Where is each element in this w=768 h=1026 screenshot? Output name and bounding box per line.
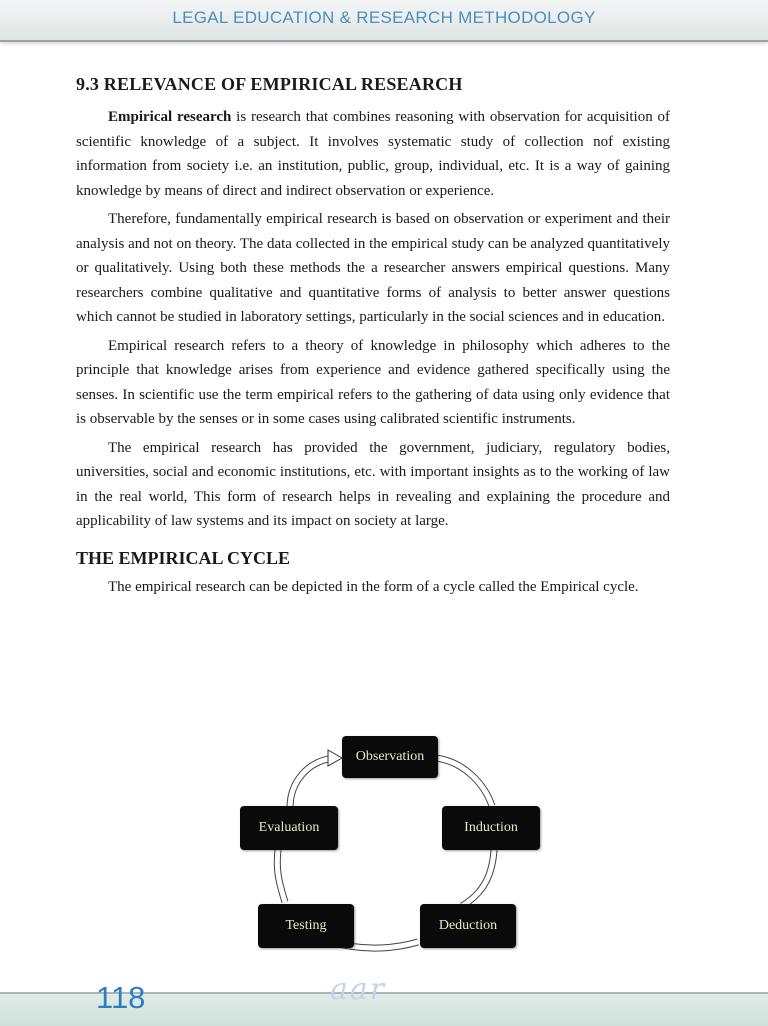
paragraph-3: Empirical research refers to a theory of knowledge in philosophy which adheres to the principle that knowledge arises from experience and evidence gathered specifically using the senses. In scientific use the term empirical refers to the gathering of data using only evidence that is observable by the senses or in some cases using calibrated scientific instruments.	[76, 337, 670, 427]
cycle-intro: The empirical research can be depicted in the form of a cycle called the Empirical cycle.	[108, 578, 639, 595]
paragraph-1-lead: Empirical research	[108, 109, 232, 125]
node-testing: Testing	[258, 904, 354, 948]
page-content	[76, 74, 670, 599]
watermark: aar	[330, 972, 387, 1007]
node-induction: Induction	[442, 806, 540, 850]
node-deduction: Deduction	[420, 904, 516, 948]
arrow-observation-induction	[436, 758, 492, 806]
paragraph-1	[76, 105, 670, 203]
paragraph-4: The empirical research has provided the government, judiciary, regulatory bodies, universities, social and economic institutions, etc. with important insights as to the working of law in the real world, This form of research helps in revealing and explaining the procedure and applicability of law systems and its impact on society at large.	[76, 439, 670, 529]
empirical-cycle-diagram	[230, 730, 550, 958]
cycle-heading: THE EMPIRICAL CYCLE	[76, 547, 291, 568]
paragraph-1-text: is research that combines reasoning with observation for acquisition of scientific knowledge of a subject. It involves systematic study of collection nof existing information from society i.e. an institution, public, group, individual, etc. It is a way of gaining knowledge by means of direct and indirect observation or experience.	[76, 109, 671, 199]
page-number: 118	[96, 980, 146, 1015]
node-evaluation: Evaluation	[240, 806, 338, 850]
section-heading: 9.3 RELEVANCE OF EMPIRICAL RESEARCH	[76, 74, 463, 94]
page-header	[0, 0, 768, 42]
paragraph-2: Therefore, fundamentally empirical research is based on observation or experiment and their analysis and not on theory. The data collected in the empirical study can be analyzed quantitatively or qualitatively. Using both these methods the a researcher answers empirical questions. Many researchers combine qualitative and quantitative forms of analysis to better answer questions which cannot be studied in laboratory settings, particularly in the social sciences and in education.	[76, 211, 670, 325]
node-observation: Observation	[342, 736, 438, 778]
arrow-head-observation-icon	[328, 750, 342, 766]
header-title: LEGAL EDUCATION & RESEARCH METHODOLOGY	[172, 8, 596, 27]
